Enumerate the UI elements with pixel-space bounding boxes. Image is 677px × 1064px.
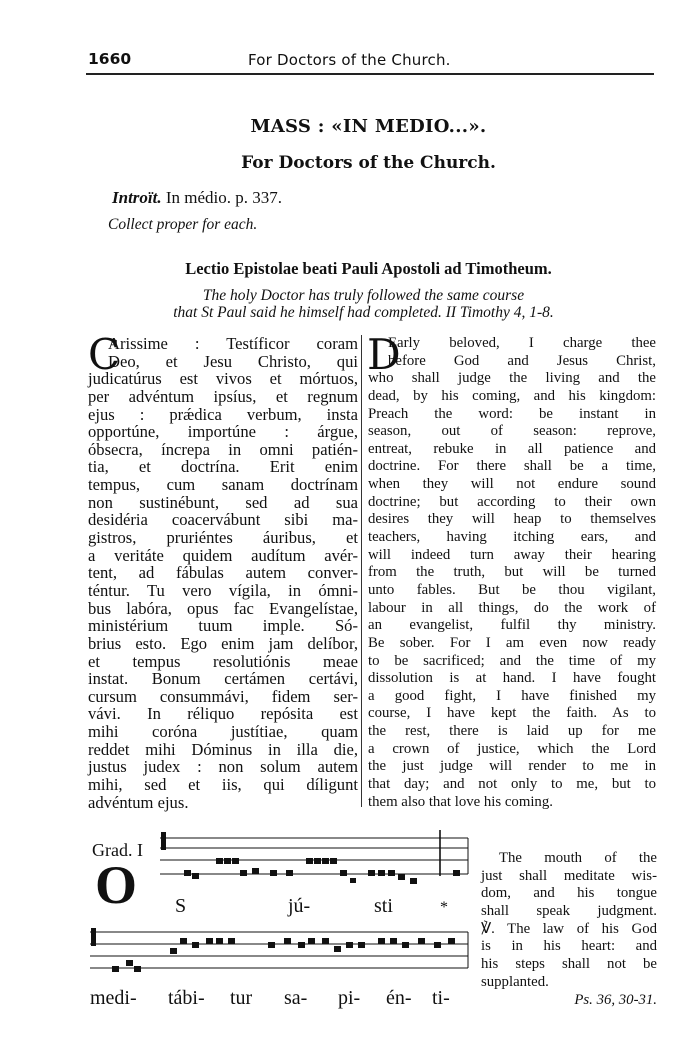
mass-title: MASS : «IN MEDIO...». [250,116,487,137]
english-text-line: before God and Jesus Christ, [388,352,656,369]
syllable-tur: tur [230,987,253,1009]
english-text-line: course, I have kept the faith. As to [368,705,656,722]
english-text-line: entreat, rebuke in all patience and [368,440,656,457]
latin-text-line: per advéntum ipsíus, et regnum [88,386,358,406]
clef-1 [161,832,166,850]
english-text-line: unto fables. But be thou vigilant, [368,581,656,598]
clef-2 [91,928,96,946]
latin-text-line: ejus : prǽdica verbum, insta [88,404,358,424]
gradual-initial: O [95,855,138,915]
latin-text-line: mihi coróna justítiae, quam [88,722,358,742]
latin-text-line: judicatúrus est vivos et mórtuos, [88,369,358,389]
syllable-medi: medi- [90,987,137,1009]
latin-text-line: cursum consummávi, fidem ser- [88,686,358,706]
gradual-translation-line: his steps shall not be [481,956,657,973]
syllable-sti: sti [374,895,393,917]
latin-text-line: mihi, sed et iis, qui díligunt [88,775,358,795]
summary-line-2: that St Paul said he himself had completed. II Timothy 4, 1-8. [173,304,554,321]
syllable-ti: ti- [432,987,450,1009]
staff-1-neumes [184,858,460,884]
latin-text-line: Deo, et Jesu Christo, qui [108,351,358,371]
gradual-translation-line: is in his heart: and [481,938,657,955]
english-text-line: when they will not endure sound [368,476,656,493]
syllable-en: én- [386,987,412,1009]
english-text-line: season, out of season: reprove, [368,423,656,440]
summary-line-1: The holy Doctor has truly followed the same course [202,287,525,304]
english-text-line: to be sacrificed; and the time of my [368,652,656,669]
english-text-line: doctrine; but according to their own [368,493,656,510]
english-text-line: an evangelist, fulfil thy ministry. [368,617,656,634]
syllable-sa: sa- [284,987,308,1009]
english-text-line: teachers, having itching ears, and [368,529,656,546]
introit-label: Introït. [112,188,162,207]
latin-text-line: Arissime : Testíficor coram [108,334,358,353]
gradual-label: Grad. I [92,840,143,860]
english-text-column [367,330,656,811]
page-number: 1660 [88,50,132,68]
lectio-heading: Lectio Epistolae beati Pauli Apostoli ad Timotheum. [185,259,552,278]
latin-text-line: reddet mihi Dóminus in illa die, [88,739,358,759]
latin-text-line: brius esto. Ego enim jam delíbor, [88,633,358,653]
syllable-s: S [175,895,187,917]
staff-2-neumes [112,938,455,972]
latin-text-line: desidéria coacervábunt sibi ma- [88,510,358,530]
english-dropcap: D [367,330,401,379]
gradual-translation-line: dom, and his tongue [481,885,657,902]
latin-dropcap: C [88,330,121,379]
english-text-line: the just judge will render to me in [368,758,656,775]
latin-text-line: et tempus resolutiónis meae [88,651,358,671]
latin-text-line: tempus, cum sanam doctrínam [88,475,358,495]
gradual-translation-line: shall speak judgment. [481,903,657,920]
column-divider [361,335,362,807]
english-text-line: a crown of justice, which the Lord [368,740,656,757]
english-text-line: labour in all things, do the work of [368,599,656,616]
english-text-line: who shall judge the living and the [368,370,656,387]
syllable-ju: jú- [288,895,311,917]
syllable-asterisk: * [440,899,448,916]
latin-text-line: téntur. Tu vero vígila, in ómni- [88,580,358,600]
syllable-pi: pi- [338,987,361,1009]
latin-text-line: bus labóra, opus fac Evangelístae, [88,598,358,618]
syllable-tabi: tábi- [168,987,205,1009]
gradual-translation-line: ℣. The law of his God [481,920,657,937]
staff-2-lines [90,932,468,968]
latin-text-line: vávi. In réliquo repósita est [88,704,358,724]
english-text-line: desires they will heap to themselves [368,511,656,528]
english-text-line: Be sober. For I am even now ready [368,634,656,651]
english-text-line: that day; and not only to me, but to [368,776,656,793]
english-text-line: from the truth, but will be turned [368,564,656,581]
english-text-line: Early beloved, I charge thee [388,335,656,351]
gradual-translation-line: The mouth of the [499,850,657,866]
introit-line [112,188,282,208]
english-text-line: them also that love his coming. [368,793,553,810]
english-text-line: the rest, there is laid up for me [368,723,656,740]
latin-text-line: gistros, pruriéntes áuribus, et [88,528,358,548]
english-text-line: dead, by his coming, and his kingdom: [368,387,656,404]
latin-text-line: a veritáte quidem audítum avér- [88,545,358,565]
latin-text-line: non sustinébunt, sed ad sua [88,492,358,512]
english-text-line: will indeed turn away their hearing [368,546,656,563]
gradual-translation-line: supplanted. [481,973,549,990]
header-rule [86,73,654,75]
english-text-line: dissolution is at hand. I have fought [368,670,656,687]
latin-text-line: justus judex : non solum autem [88,757,358,777]
latin-text-line: tent, ad fábulas autem conver- [88,563,358,583]
latin-text-line: instat. Bonum certámen certávi, [88,669,358,689]
collect-note: Collect proper for each. [108,216,258,233]
introit-text: In médio. p. 337. [165,188,283,207]
running-title: For Doctors of the Church. [248,51,451,69]
latin-text-column [88,330,358,812]
english-text-line: Preach the word: be instant in [368,405,656,422]
english-text-line: doctrine. For there shall be a time, [368,458,656,475]
gradual-translation-line: just shall meditate wis- [481,867,657,884]
chant-notation [88,826,473,1009]
staff-1-lines [160,838,468,874]
lectio-summary [0,287,677,321]
latin-text-line: ministérium tuum imple. Só- [88,616,358,636]
latin-text-line: opportúne, importúne : árgue, [88,422,358,442]
mass-subtitle: For Doctors of the Church. [241,153,496,173]
gradual-translation [481,850,657,1009]
latin-text-line: advéntum ejus. [88,792,189,812]
english-text-line: a good fight, I have finished my [368,687,656,704]
gradual-reference: Ps. 36, 30-31. [574,991,657,1008]
latin-text-line: óbsecra, íncrepa in omni patién- [88,439,358,459]
latin-text-line: tia, et doctrína. Erit enim [88,457,358,477]
